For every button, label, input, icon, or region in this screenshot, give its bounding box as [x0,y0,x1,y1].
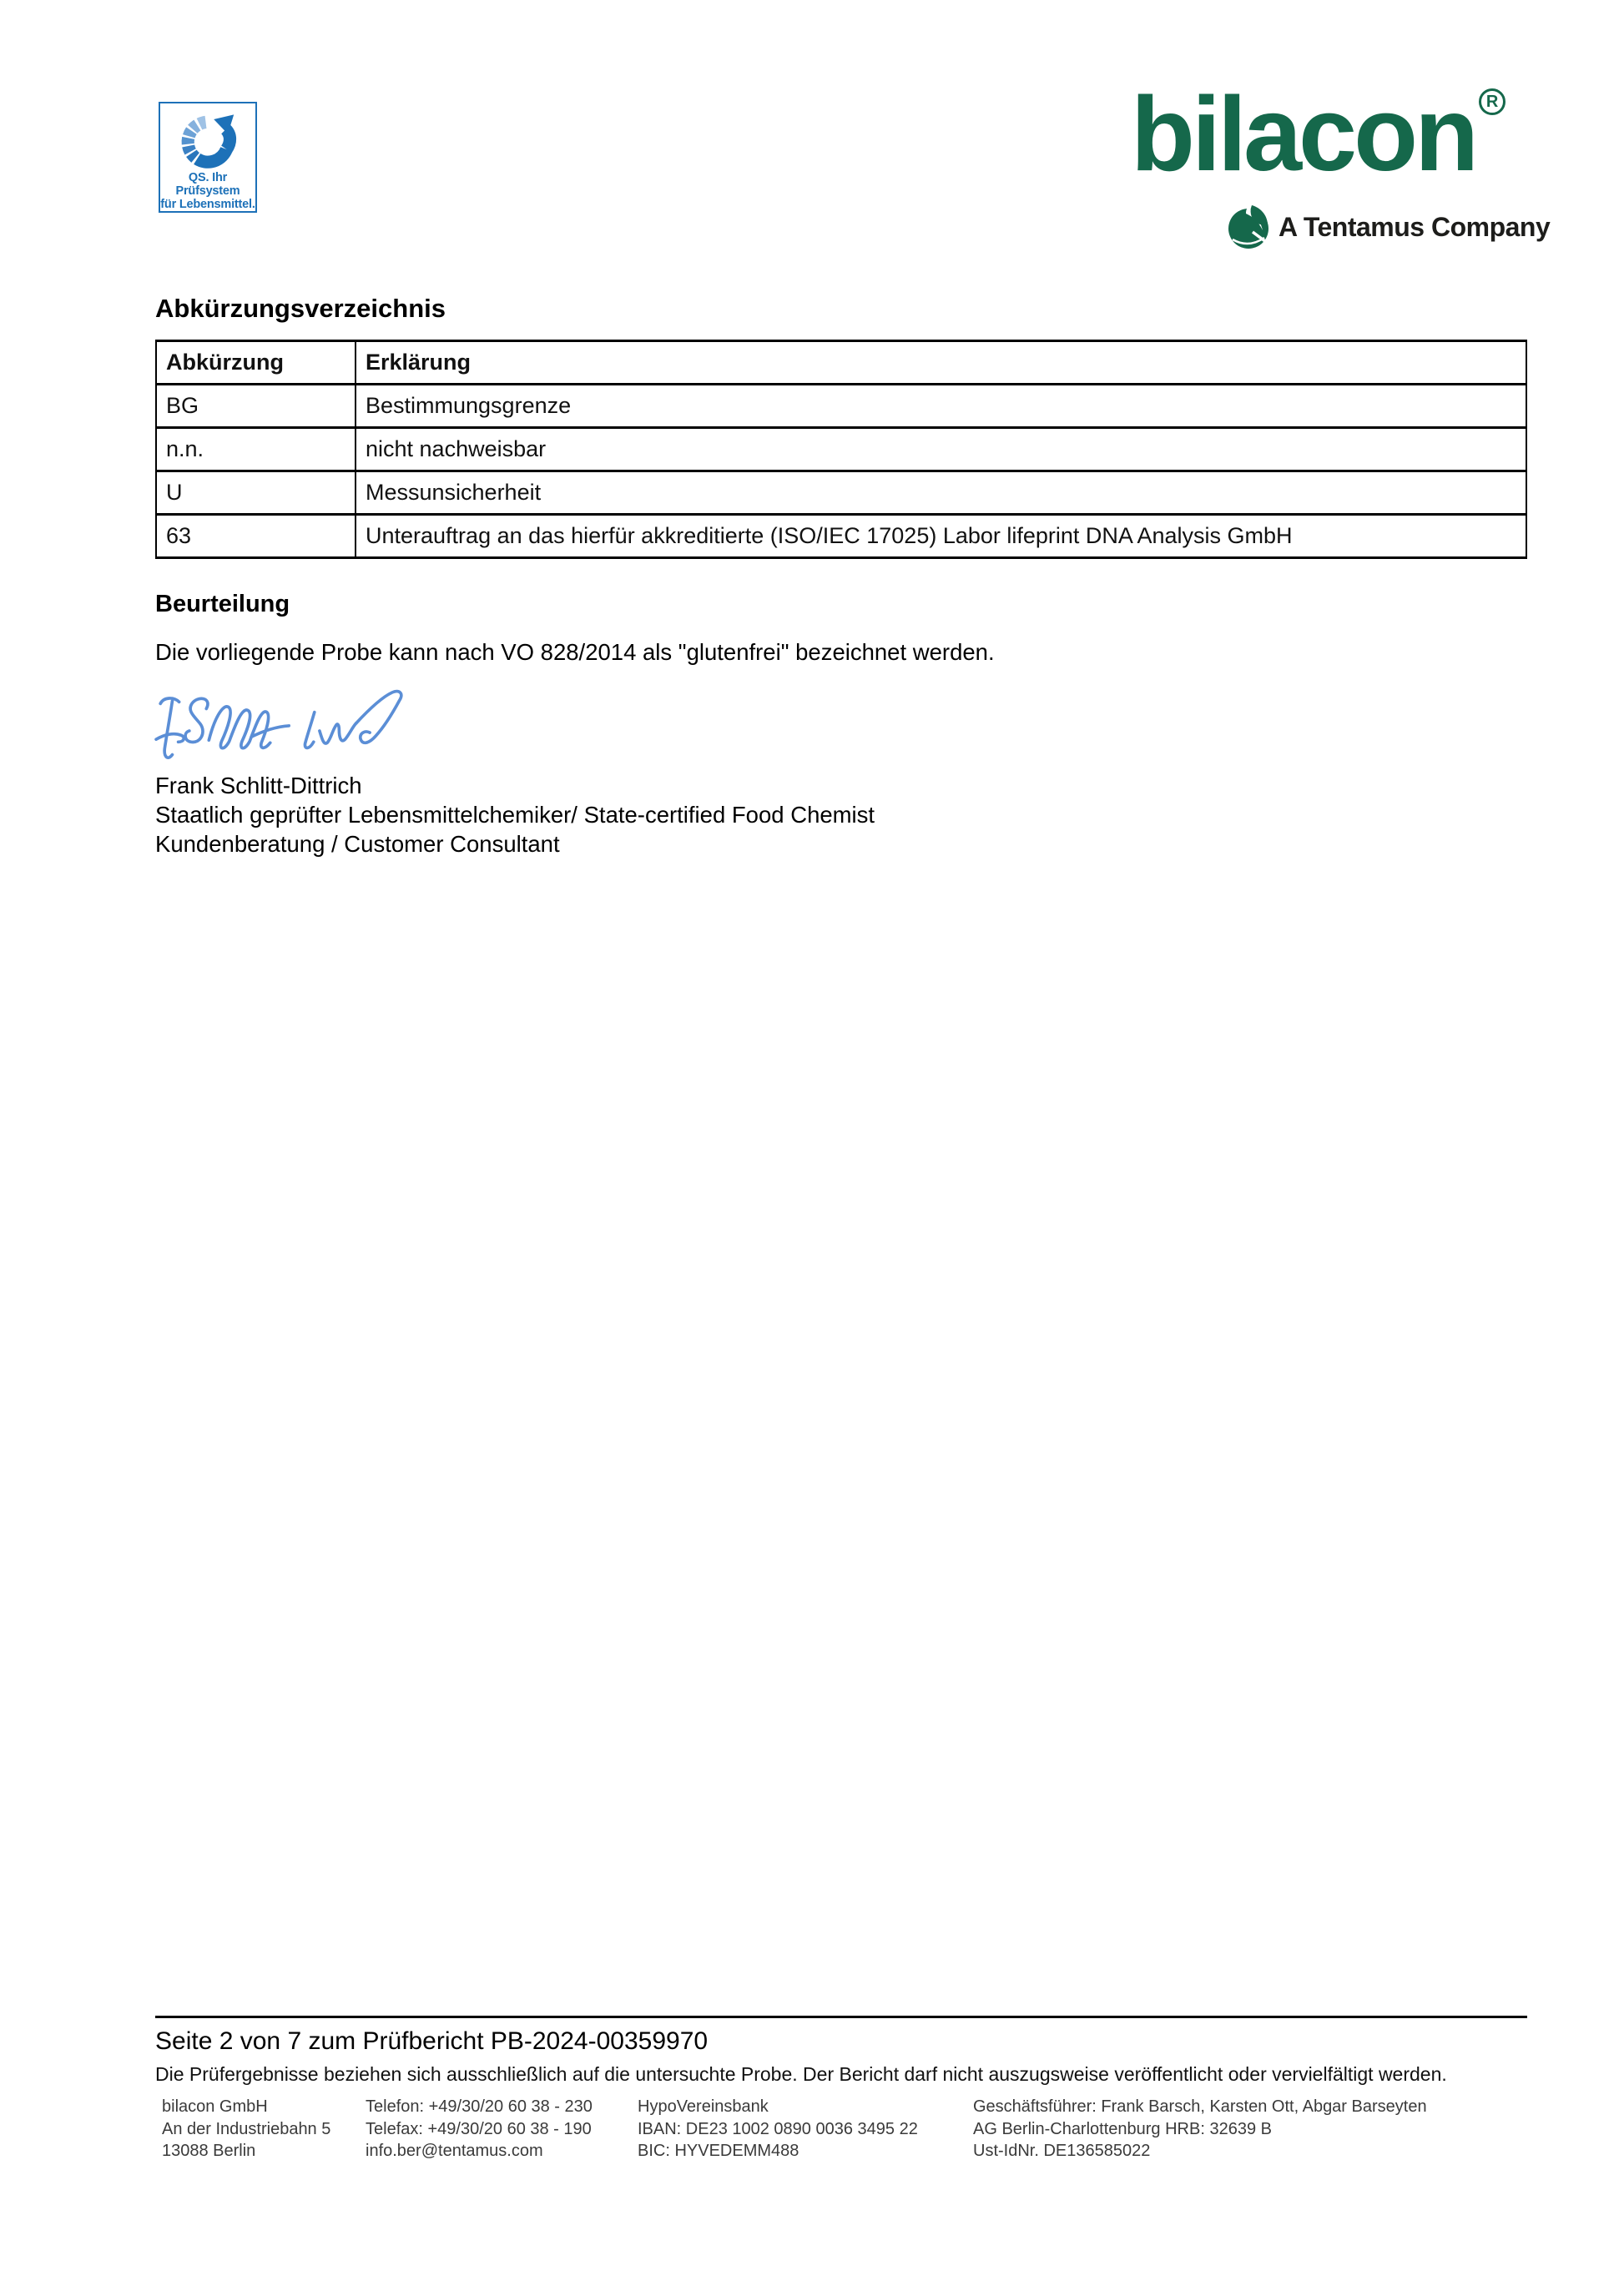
footer-page-line: Seite 2 von 7 zum Prüfbericht PB-2024-00359970 [155,2027,709,2055]
table-row [156,515,1526,558]
column-header-explanation: Erklärung [356,341,1526,385]
footer-company-address [162,2096,330,2163]
footer-line: Geschäftsführer: Frank Barsch, Karsten Ott, Abgar Barseyten [973,2097,1427,2116]
footer-contact [366,2096,593,2163]
explanation-cell: Messunsicherheit [356,471,1526,515]
footer-legal [973,2096,1427,2163]
footer-line: info.ber@tentamus.com [366,2142,543,2160]
footer-line: Ust-IdNr. DE136585022 [973,2142,1151,2160]
assessment-statement: Die vorliegende Probe kann nach VO 828/2014 als "glutenfrei" bezeichnet werden. [155,639,995,665]
signer-role: Kundenberatung / Customer Consultant [155,831,560,857]
footer-bank [638,2096,918,2163]
abbreviation-cell: U [156,471,356,515]
footer-line: IBAN: DE23 1002 0890 0036 3495 22 [638,2119,918,2138]
qs-logo-text [160,171,255,211]
table-row [156,385,1526,428]
table-row [156,428,1526,471]
footer-disclaimer: Die Prüfergebnisse beziehen sich ausschließlich auf die untersuchte Probe. Der Bericht darf nicht auszugsweise veröffentlicht oder vervielfältigt werden. [155,2063,1447,2085]
explanation-cell: Unterauftrag an das hierfür akkreditierte (ISO/IEC 17025) Labor lifeprint DNA Analysis GmbH [356,515,1526,558]
qs-logo [159,102,257,213]
footer-line: An der Industriebahn 5 [162,2119,331,2138]
assessment-heading: Beurteilung [155,591,290,617]
footer-line: HypoVereinsbank [638,2097,769,2116]
abbreviation-cell: BG [156,385,356,428]
qs-logo-line1: QS. Ihr Prüfsystem [175,171,240,198]
abbreviation-cell: 63 [156,515,356,558]
table-header-row [156,341,1526,385]
abbreviation-cell: n.n. [156,428,356,471]
signature-image [150,687,411,773]
tentamus-tagline [1228,204,1550,249]
footer-line: BIC: HYVEDEMM488 [638,2142,799,2160]
qs-logo-line2: für Lebensmittel. [160,198,255,211]
tentamus-tagline-text: A Tentamus Company [1279,211,1551,242]
registered-trademark-icon: R [1479,88,1505,115]
abbreviations-table [155,340,1527,559]
explanation-cell: nicht nachweisbar [356,428,1526,471]
footer-line: bilacon GmbH [162,2097,268,2116]
tentamus-leaf-icon [1228,204,1271,249]
qs-swirl-arrow-icon [171,106,245,173]
abbreviations-heading: Abkürzungsverzeichnis [155,294,446,323]
bilacon-logo [1131,75,1505,193]
column-header-abbreviation: Abkürzung [156,341,356,385]
signer-block [155,771,875,858]
table-row [156,471,1526,515]
footer-line: Telefon: +49/30/20 60 38 - 230 [366,2097,593,2116]
signer-name: Frank Schlitt-Dittrich [155,773,362,798]
footer-line: AG Berlin-Charlottenburg HRB: 32639 B [973,2119,1272,2138]
signer-title: Staatlich geprüfter Lebensmittelchemiker/ State-certified Food Chemist [155,802,875,828]
bilacon-wordmark: bilacon [1131,75,1476,193]
footer-divider [155,2016,1527,2018]
footer-line: 13088 Berlin [162,2142,256,2160]
footer-line: Telefax: +49/30/20 60 38 - 190 [366,2119,592,2138]
explanation-cell: Bestimmungsgrenze [356,385,1526,428]
